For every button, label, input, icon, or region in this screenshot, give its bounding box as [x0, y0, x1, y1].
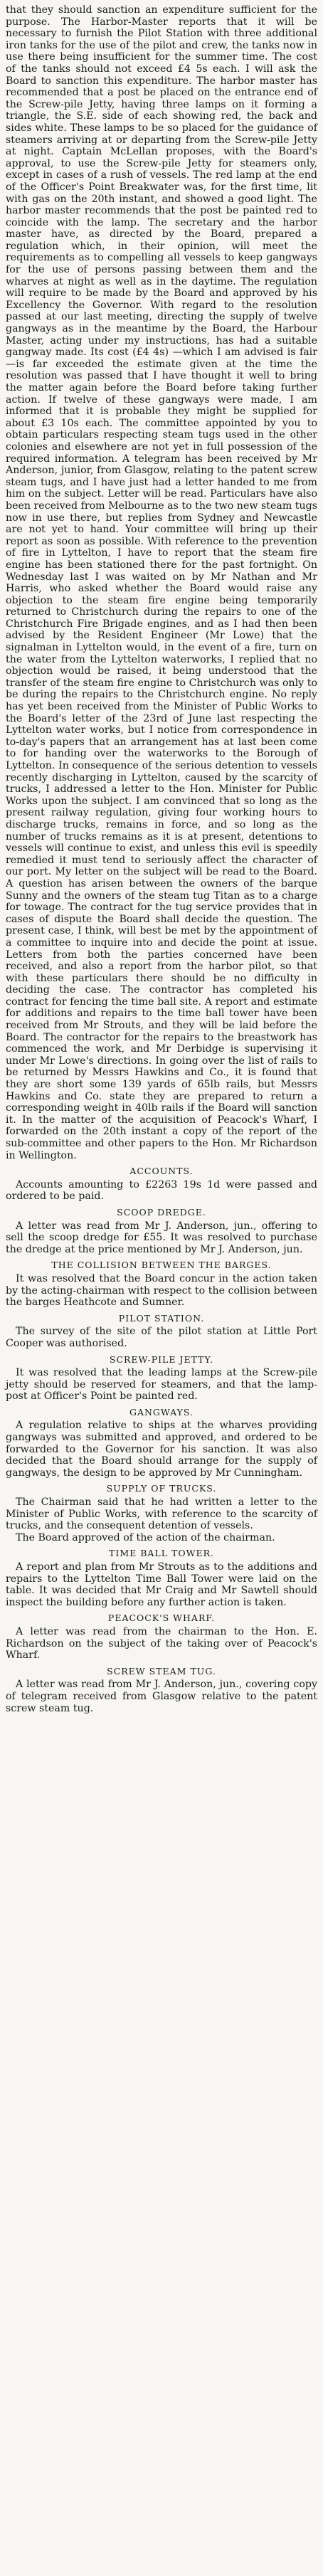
article-paragraph: The Board approved of the action of the chairman. [16, 1531, 275, 1543]
section-heading: SUPPLY OF TRUCKS. [106, 1483, 217, 1494]
section-heading: SCREW STEAM TUG. [107, 1665, 216, 1677]
section-heading: PEACOCK'S WHARF. [107, 1612, 216, 1624]
article-paragraph: A letter was read from the chairman to the Hon. E. Richardson on the subject of the taking over of Peacock's Wharf. [6, 1625, 317, 1662]
section-heading: PILOT STATION. [118, 1312, 205, 1324]
article-paragraph: that they should sanction an expenditure sufficient for the purpose. The Harbor-Master reports that it will be necessary to furnish the Pilot Station with three additional iron tanks for the use of the pilot and crew, the tanks now in use there being insufficient for the summer time. The cost of the tanks should not exceed £4 5s each. I will ask the Board to sanction this expenditure. The harbor master has recommended that a post be placed on the entrance end of the Screw-pile Jetty, having three lamps on it forming a triangle, the S.E. side of each showing red, the back and sides white. These lamps to be so placed for the guidance of steamers arriving at or departing from the Screw-pile Jetty at night. Captain McLellan proposes, with the Board's approval, to use the Screw-pile Jetty for steamers only, except in cases of a rush of vessels. The red lamp at the end of the Officer's Point Breakwater was, for the first time, lit with gas on the 20th instant, and showed a good light. The harbor master recommends that the post be painted red to coincide with the lamp. The secretary and the harbor master have, as directed by the Board, prepared a regulation which, in their opinion, will meet the requirements as to compelling all vessels to keep gangways for the use of persons passing between them and the wharves at night as well as in the daytime. The regulation will require to be made by the Board and approved by his Excellency the Governor. With regard to the resolution passed at our last meeting, directing the supply of twelve gangways as in the meantime by the Board, the Harbour Master, acting under my instructions, has had a suitable gangway made. Its cost (£4 4s) —which I am advised is fair—is far exceeded the estimate given at the time the resolution was passed that I have thought it well to bring the matter again before the Board before taking further action. If twelve of these gangways were made, I am informed that it is probable they might be supplied for about £3 10s each. The committee appointed by you to obtain particulars respecting steam tugs used in the other colonies and elsewhere are not yet in full possession of the required information. A telegram has been received by Mr Anderson, junior, from Glasgow, relating to the patent screw steam tugs, and I have just had a letter handed to me from him on the subject. Letter will be read. Particulars have also been received from Melbourne as to the two new steam tugs now in use there, but replies from Sydney and Newcastle are not yet to hand. Your committee will bring up their report as soon as possible. With reference to the prevention of fire in Lyttelton, I have to report that the steam fire engine has been stationed there for the past fortnight. On Wednesday last I was waited on by Mr Nathan and Mr Harris, who asked whether the Board would raise any objection to the steam fire engine being temporarily returned to Christchurch during the repairs to one of the Christchurch Fire Brigade engines, and as I had then been advised by the Resident Engineer (Mr Lowe) that the signalman in Lyttelton would, in the event of a fire, turn on the water from the Lyttelton waterworks, I replied that no objection would be raised, it being understood that the transfer of the steam fire engine to Christchurch was only to be during the repairs to the Christchurch engine. No reply has yet been received from the Minister of Public Works to the Board's letter of the 23rd of June last respecting the Lyttelton water works, but I notice from correspondence in to-day's papers that an arrangement has at last been come to for handing over the waterworks to the Borough of Lyttelton. In consequence of the serious detention to vessels recently discharging in Lyttelton, caused by the scarcity of trucks, I addressed a letter to the Hon. Minister for Public Works upon the subject. I am convinced that so long as the present railway regulation, giving four working hours to discharge trucks, remains in force, and so long as the number of trucks remains as it is at present, detentions to vessels will continue to exist, and unless this evil is speedily remedied it must tend to seriously affect the character of our port. My letter on the subject will be read to the Board. A question has arisen between the owners of the barque Sunny and the owners of the steam tug Titan as to a charge for towage. The contract for the tug service provides that in cases of dispute the Board shall decide the question. The present case, I think, will best be met by the appointment of a committee to inquire into and decide the point at issue. Letters from both the parties concerned have been received, and also a report from the harbor pilot, so that with these particulars there should be no difficulty in deciding the case. The contractor has completed his contract for fencing the time ball site. A report and estimate for additions and repairs to the time ball tower have been received from Mr Strouts, and they will be laid before the Board. The contractor for the repairs to the breastwork has commenced the work, and Mr Derbidge is supervising it under Mr Lowe's directions. In going over the list of rails to be returned by Messrs Hawkins and Co., it is found that they are short some 139 yards of 65lb rails, but Messrs Hawkins and Co. state they are prepared to return a corresponding weight in 40lb rails if the Board will sanction it. In the matter of the acquisition of Peacock's Wharf, I forwarded on the 20th instant a copy of the report of the sub-committee and other papers to the Hon. Mr Richardson in Wellington. [6, 4, 317, 1161]
section-heading: SCOOP DREDGE. [117, 1206, 206, 1218]
section-heading: GANGWAYS. [129, 1406, 194, 1418]
article-paragraph: Accounts amounting to £2263 19s 1d were passed and ordered to be paid. [6, 1178, 317, 1203]
article-paragraph: It was resolved that the leading lamps at the Screw-pile jetty should be reserved for steamers, and that the lamp-post at Officer's Point be painted red. [6, 1367, 317, 1403]
article-paragraph: It was resolved that the Board concur in the action taken by the acting-chairman with respect to the collision between the barges Heathcote and Sumner. [6, 1272, 317, 1309]
article-paragraph: A report and plan from Mr Strouts as to the additions and repairs to the Lyttelton Time Ball Tower were laid on the table. It was decided that Mr Craig and Mr Sawtell should inspect the building before any further action is taken. [6, 1561, 317, 1608]
article-paragraph: A letter was read from Mr J. Anderson, jun., offering to sell the scoop dredge for £55. It was resolved to purchase the dredge at the price mentioned by Mr J. Anderson, jun. [6, 1220, 317, 1255]
article-paragraph: A regulation relative to ships at the wharves providing gangways was submitted and approved, and ordered to be forwarded to the Governor for his sanction. It was also decided that the Board should arrange for the supply of gangways, the design to be approved by Mr Cunningham. [6, 1420, 317, 1479]
section-heading: THE COLLISION BETWEEN THE BARGES. [51, 1260, 272, 1271]
article-body [6, 4, 317, 1714]
article-paragraph: A letter was read from Mr J. Anderson, jun., covering copy of telegram received from Glasgow relative to the patent screw steam tug. [6, 1679, 317, 1714]
article-paragraph: The survey of the site of the pilot station at Little Port Cooper was authorised. [6, 1326, 317, 1349]
section-heading: ACCOUNTS. [129, 1166, 194, 1177]
section-heading: SCREW-PILE JETTY. [109, 1353, 214, 1365]
article-paragraph: The Chairman said that he had written a letter to the Minister of Public Works, with reference to the scarcity of trucks, and the consequent detention of vessels. [6, 1496, 317, 1532]
section-heading: TIME BALL TOWER. [109, 1548, 214, 1559]
